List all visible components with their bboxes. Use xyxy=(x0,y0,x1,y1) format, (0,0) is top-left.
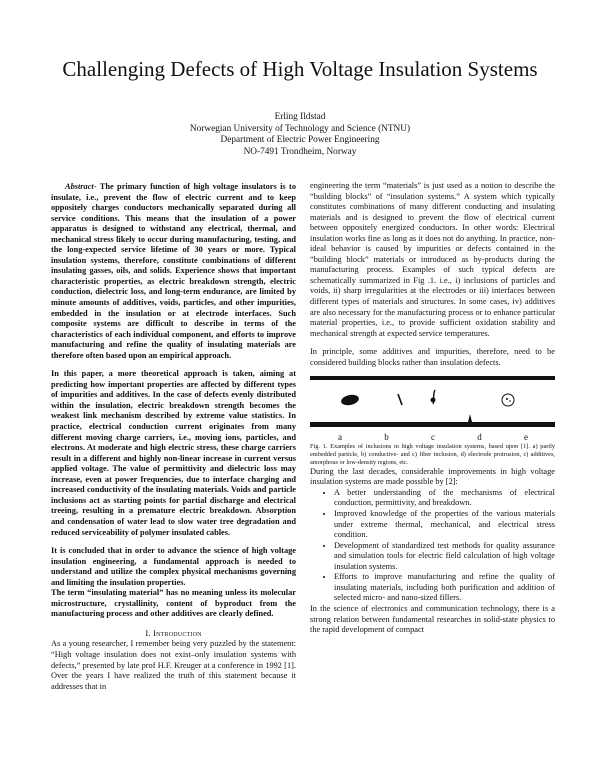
electrode-protrusion xyxy=(468,414,472,422)
figure-1-diagram xyxy=(310,376,555,428)
affiliation-department: Department of Electric Power Engineering xyxy=(220,135,380,145)
list-item: • A better understanding of the mechanisms of electrical conduction, permittivity, and breakdown. xyxy=(334,488,555,509)
figure-label-e: e xyxy=(524,432,528,443)
conductive-inclusion xyxy=(398,394,402,405)
intro-paragraph: As a young researcher, I remember being very puzzled by the statement: “High voltage insulation does not exist–only insulation systems with defects,” presented by late prof H.F. Kreuger at a conference in 1992 [1]. Over the years I have realized the truth of this statement because it addresses that in xyxy=(51,639,296,691)
figure-labels xyxy=(338,432,528,443)
figure-label-b: b xyxy=(384,432,389,443)
affiliation-address: NO-7491 Trondheim, Norway xyxy=(243,146,357,157)
list-item: • Efforts to improve manufacturing and refine the quality of insulating materials, including both purification and addition of selected micro- and nano-sized fillers. xyxy=(334,572,555,604)
left-column xyxy=(51,182,296,692)
improvement-list xyxy=(310,488,555,604)
author-name: Erling Ildstad xyxy=(274,112,326,122)
right-paragraph-4: In the science of electronics and communication technology, there is a strong relation between fundamental researches in solid-state physics to the rapid development of compact xyxy=(310,603,555,635)
right-paragraph-2: In principle, some additives and impurities, therefore, need to be considered building blocks rather than insulation defects. xyxy=(310,347,555,367)
additive-region xyxy=(502,394,514,406)
section-heading xyxy=(51,628,296,639)
list-item: • Development of standardized test methods for quality assurance and simulation tools for electric field calculation of high voltage insulation systems. xyxy=(334,541,555,573)
figure-label-c: c xyxy=(431,432,435,443)
abstract-paragraph-3: It is concluded that in order to advance the science of high voltage insulation engineering, a fundamental approach is needed to understand and utilize the complex physical mechanisms governing and limiting the insulation properties. xyxy=(51,546,296,587)
figure-1 xyxy=(310,376,555,428)
section-number: I. xyxy=(145,627,151,638)
figure-label-a: a xyxy=(338,432,342,443)
bottom-electrode xyxy=(310,422,555,427)
abstract-paragraph-1 xyxy=(51,182,296,361)
author-block xyxy=(60,112,540,158)
abstract-paragraph-2: In this paper, a more theoretical approach is taken, aiming at predicting how important properties are affected by different types of impurities and additives. In the case of defects evenly distributed within the insulation, electric breakdown strength becomes the weakest link mechanism described by extreme value statistics. In practice, electrical conduction current originates from many different moving charge carriers, i.e., moving ions, particles, and electrons. At moderate and high electric stress, these charge carriers result in a different and highly non-linear increase in current versus applied voltage. The value of permittivity and dielectric loss may increase, even at power frequencies, due to interface charging and increased conductivity of the insulating materials. Voids and particle inclusions act as starting points for partial discharge and electrical treeing, resulting in a premature electric breakdown. Absorption and condensation of water lead to slow water tree degradation and reduced serviceability of polymer insulated cables. xyxy=(51,369,296,537)
right-paragraph-1: engineering the term “materials” is just used as a notion to describe the “building blocks” of “insulation systems.” A system which typically constitutes combinations of many different conducting and insulating materials and is designed to prevent the flow of electrical current between oppositely energized conductors. In other words: Electrical insulation works fine as long as it does not do anything. In practice, non-ideal behavior is caused by impurities or defects contained in the “building block” materials or introduced as by-products during the manufacturing process. Examples of such typical defects are schematically summarized in Fig .1. i.e., i) inclusions of particles and voids, ii) sharp irregularities at the electrodes or iii) interfaces between different types of materials and structures. In some cases, iv) additives are also necessary for the manufacturing process or to enhance particular material properties, i.e., to provide sufficient oxidation stability and mechanical strength at expected service temperatures. xyxy=(310,181,555,338)
particle-inclusion xyxy=(340,394,360,408)
list-item: • Improved knowledge of the properties of the various materials under extreme thermal, mechanical, and electrical stress condition. xyxy=(334,509,555,541)
abstract-text-1: The primary function of high voltage insulators is to insulate, i.e., prevent the flow of electric current and to keep oppositely charges conductors mechanically separated during all service conditions. This means that the insulation of a power apparatus is designed to withstand any electrical, thermal, and mechanical stress likely to occur during manufacturing, testing, and the long-expected service lifetime of 30 years or more. Typical insulation systems, therefore, constitute combinations of different insulating gasses, oils, and solids. Experience shows that important characteristic properties, as electric breakdown strength, electric conduction, dielectric loss, and long-term endurance, are limited by minute amounts of additives, voids, particles, and other impurities, embedded in the insulation or at electrode interfaces. Such composite systems are difficult to describe in terms of the characteristics of each individual component, and efforts to improve manufacturing and refine the quality of insulating materials are therefore often based upon an empirical approach. xyxy=(51,182,296,360)
section-title: Introduction xyxy=(153,627,202,638)
top-electrode xyxy=(310,376,555,380)
right-paragraph-3: During the last decades, considerable improvements in high voltage insulation systems are made possible by [2]: xyxy=(310,466,555,487)
abstract-paragraph-4: The term “insulating material” has no meaning unless its molecular microstructure, crystallinity, content of byproduct from the manufacturing process and other additives are clearly defined. xyxy=(51,588,296,619)
figure-label-d: d xyxy=(477,432,482,443)
right-column xyxy=(310,181,555,636)
affiliation-university: Norwegian University of Technology and Science (NTNU) xyxy=(189,123,411,134)
abstract-lead: Abstract- xyxy=(65,182,97,191)
paper-title: Challenging Defects of High Voltage Insulation Systems xyxy=(62,57,538,81)
figure-caption: Fig. 1. Examples of inclusions in high voltage insulation systems, based upon [1]. a) partly embedded particle, b) conductive- and c) fiber inclusion, d) electrode protrusion, c) additives, amorphous or low-density regions, etc. xyxy=(310,442,555,466)
fiber-head xyxy=(431,398,436,403)
